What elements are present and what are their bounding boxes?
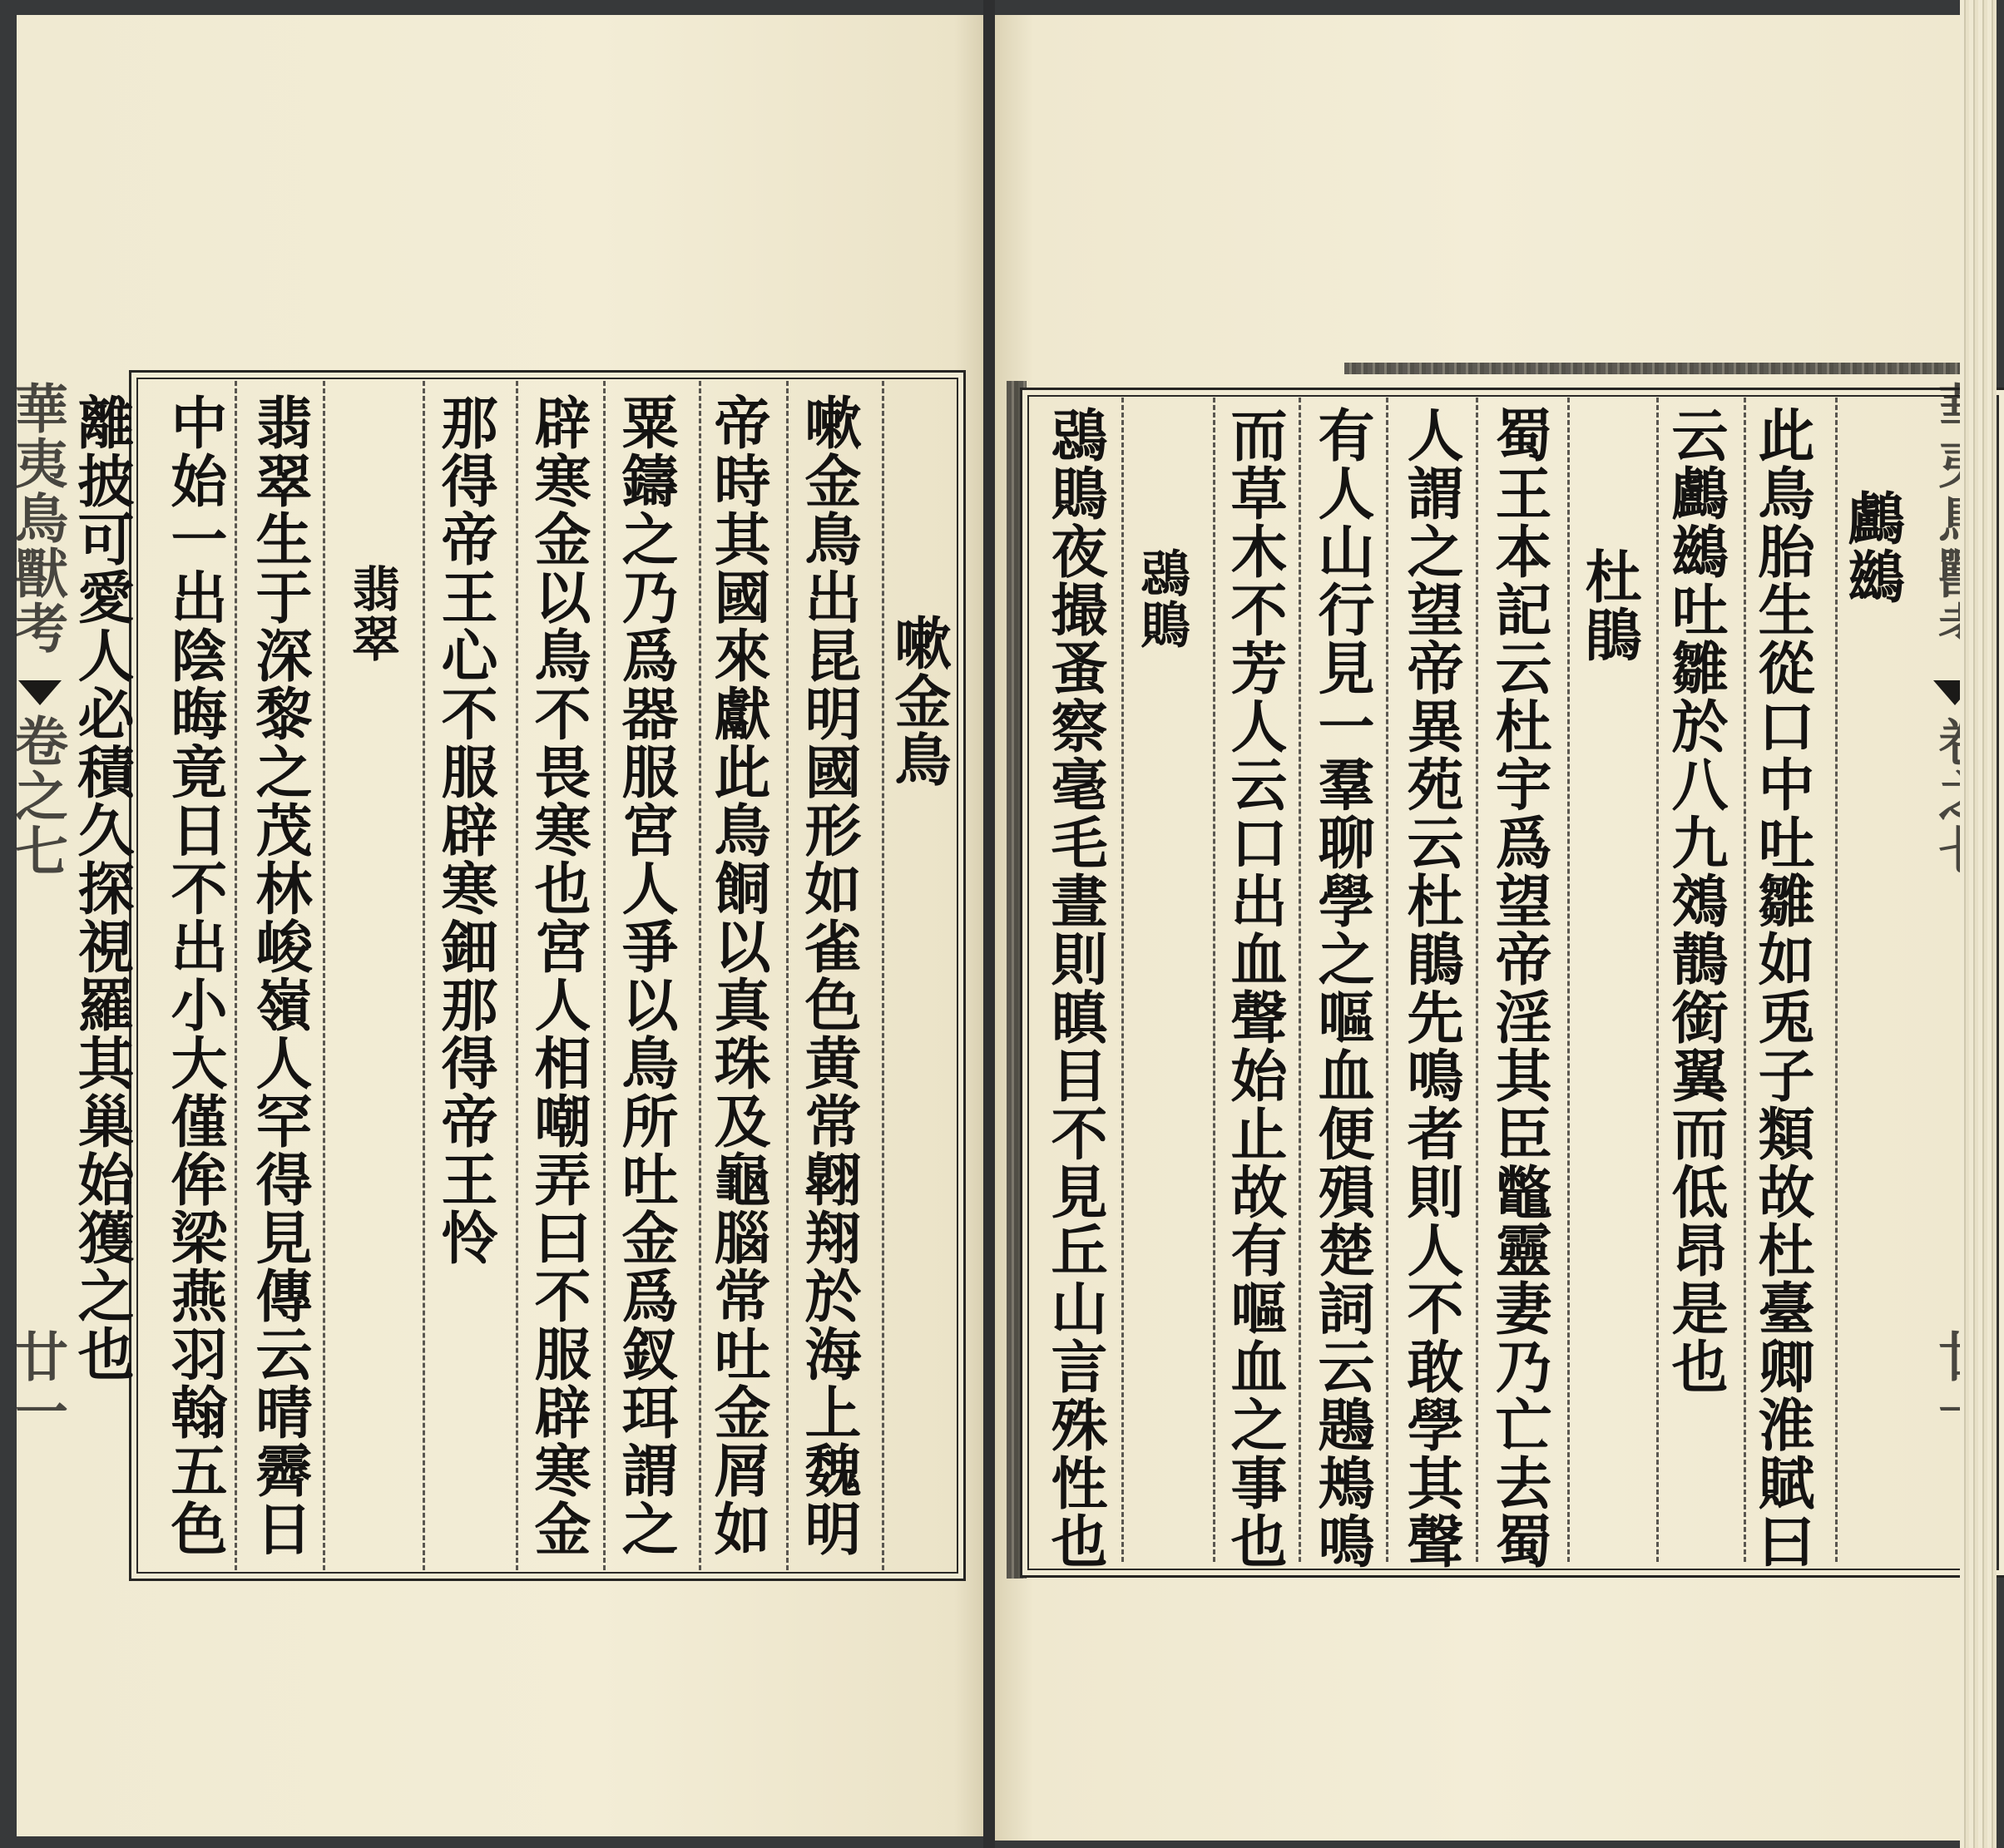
text-column: 辟寒金以鳥不畏寒也宮人相嘲弄曰不服辟寒金 xyxy=(525,393,591,1558)
column-rule xyxy=(786,381,789,1570)
heading-sou-jin-niao: 嗽金鳥 xyxy=(885,614,952,788)
column-rule xyxy=(423,381,425,1570)
heading-fei-cui: 翡翠 xyxy=(344,564,400,664)
column-rule xyxy=(882,381,884,1570)
column-rule xyxy=(603,381,606,1570)
text-column: 而草木不芳人云口出血聲始止故有嘔血之事也 xyxy=(1221,406,1288,1570)
text-column: 云鸕鷀吐雛於八九鵁鶄銜翼而低昂是也 xyxy=(1662,406,1729,1396)
column-rule xyxy=(699,381,701,1570)
heading-du-juan: 杜鵑 xyxy=(1576,547,1642,664)
column-rule xyxy=(1567,398,1570,1562)
column-rule xyxy=(1299,398,1301,1562)
heading-lu-ci: 鸕鷀 xyxy=(1838,489,1905,605)
column-rule xyxy=(1835,398,1838,1562)
text-column: 蜀王本記云杜宇爲望帝淫其臣鼈靈妻乃亡去蜀 xyxy=(1486,406,1552,1570)
text-column: 此鳥胎生從口中吐雛如兎子類故杜臺卿淮賦曰 xyxy=(1749,406,1815,1570)
column-rule xyxy=(1121,398,1124,1562)
column-rule xyxy=(1476,398,1478,1562)
text-column: 帝時其國來獻此鳥餇以真珠及龜腦常吐金屑如 xyxy=(705,393,771,1558)
text-column: 人謂之望帝異苑云杜鵑先鳴者則人不敢學其聲 xyxy=(1398,406,1464,1570)
text-column: 中始一出陰晦竟日不出小大僅侔梁燕羽翰五色 xyxy=(161,393,228,1558)
book-spine xyxy=(983,0,995,1848)
text-column: 離披可愛人必積久探視羅其巢始獲之也 xyxy=(68,393,135,1383)
left-margin-folio: 廿一 xyxy=(6,1329,68,1439)
left-margin-juan: 卷之七 xyxy=(6,714,68,878)
text-column: 粟鑄之乃爲器服宮人爭以鳥所吐金爲釵珥謂之 xyxy=(612,393,679,1558)
column-rule xyxy=(323,381,325,1570)
page-edge-strips xyxy=(1960,0,1997,1848)
column-rule xyxy=(1744,398,1746,1562)
text-column: 有人山行見一羣聊學之嘔血便殞楚詞云鶗鴂鳴 xyxy=(1309,406,1375,1570)
left-page xyxy=(6,15,983,1836)
left-margin-fishtail xyxy=(18,680,62,705)
text-column: 翡翠生于深黎之茂林峻嶺人罕得見傳云晴霽日 xyxy=(246,393,313,1558)
column-rule xyxy=(1386,398,1388,1562)
text-column: 鵋鵙夜撮蚤察毫毛晝則瞋目不見丘山言殊性也 xyxy=(1042,406,1108,1570)
column-rule xyxy=(1656,398,1659,1562)
text-column: 嗽金鳥出昆明國形如雀色黄常翺翔於海上魏明 xyxy=(795,393,862,1558)
column-rule xyxy=(516,381,518,1570)
right-page xyxy=(995,15,1960,1841)
top-ink-border xyxy=(1344,363,1960,374)
column-rule xyxy=(235,381,237,1570)
heading-ji-ju: 鵋鵙 xyxy=(1132,547,1190,650)
text-column: 那得帝王心不服辟寒鈿那得帝王怜 xyxy=(432,393,498,1267)
column-rule xyxy=(1213,398,1215,1562)
left-margin-title: 華夷鳥獸考 xyxy=(6,381,68,655)
